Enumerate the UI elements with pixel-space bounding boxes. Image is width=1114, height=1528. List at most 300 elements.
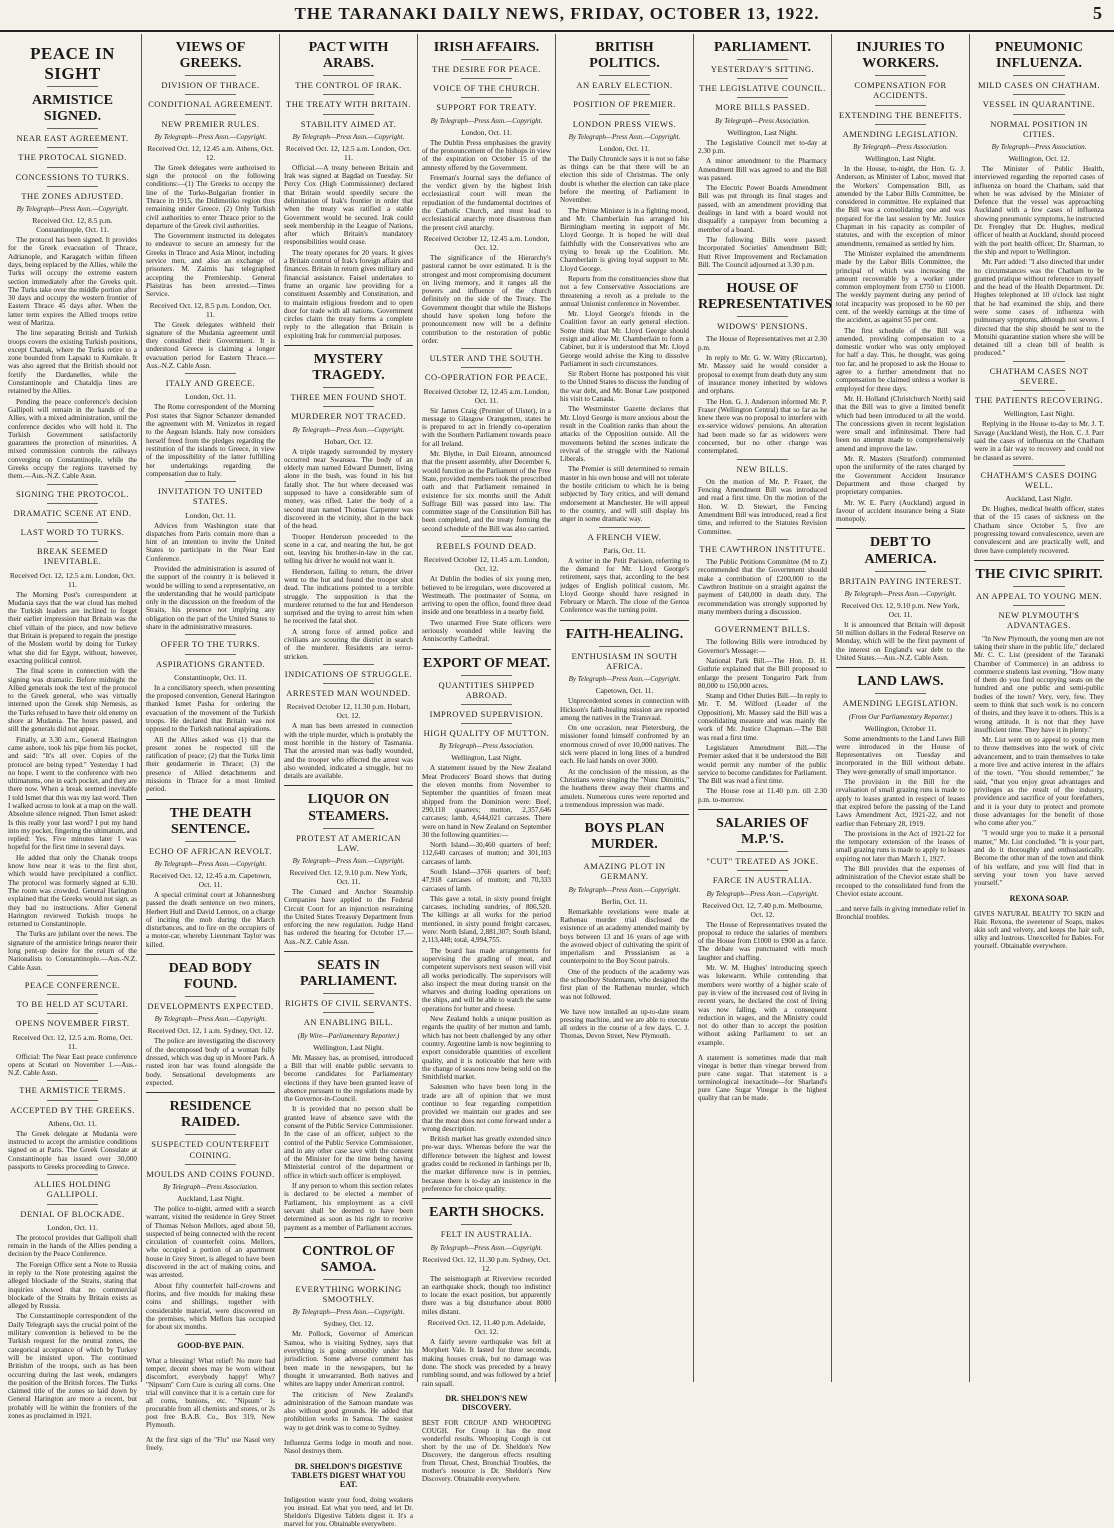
article-paragraph: The House of Representatives met at 2.30 p.m. — [698, 335, 827, 352]
headline: IRISH AFFAIRS. — [433, 40, 540, 55]
heading-rule — [47, 147, 99, 148]
dateline: Received October 12, 11.45 a.m. London, Oct. 12. — [423, 555, 550, 574]
article-paragraph: The line separating British and Turkish troops covers the existing Turkish positions, except Chanak, where the Turks retire to a zone bounded from Lapsaki to Kumkale. It was also agreed that the British should not fortify the Dardanelles, while the Constantinople and Chataldja lines are retained by the Allies. — [8, 329, 137, 396]
article-paragraph: Dr. Hughes, medical health officer, states that of the 15 cases of sickness on the Chatham since October 5, five are progressing toward convalescence, seven are convalescent and are practically well, and three have completely recovered. — [974, 505, 1104, 555]
article-paragraph: Some amendments to the Land Laws Bill were introduced in the House of Representatives on Tuesday and incorporated in the Bill without debate. They were generally of small importance. — [836, 734, 965, 776]
heading-rule — [47, 1013, 99, 1014]
headline: SEATS IN PARLIAMENT. — [299, 958, 398, 990]
headline: CONTROL OF SAMOA. — [302, 1243, 395, 1275]
column-6 — [694, 34, 832, 1382]
heading-rule — [185, 1134, 237, 1135]
article-paragraph: Pending the peace conference's decision Gallipoli will remain in the hands of the Allies, with a mixed administration, until the conference decides who will hold it. The Turkish Government satisfactorily guarantees the protection of minorities. A mixed commission controls the railways converging on Constantinople, while the Greeks occupy the regions traversed by them.—Aus.-N.Z. Cable Assn. — [8, 397, 137, 481]
heading-rule — [47, 167, 99, 168]
article-paragraph: The Greek delegates withheld their signature of the Mudania agreement until they consulted their Government. It is understood Greece is claiming a longer evacuation period for Eastern Thrace.—Aus.-N.Z. Cable Assn. — [146, 320, 275, 370]
heading-rule — [47, 994, 99, 995]
dateline: Received Oct. 12, 8.5 p.m. Constantinople, Oct. 11. — [32, 216, 113, 235]
heading-rule — [185, 841, 237, 842]
article-paragraph: Stamp and Other Duties Bill.—In reply to Mr. T. M. Wilford (Leader of the Opposition), Mr. Massey said the Bill was a consolidating measure and was mainly the work of Mr. Justice Chapman.—The Bill was read a first time. — [698, 692, 827, 742]
heading-rule — [875, 571, 927, 572]
headline: THE DEATH SENTENCE. — [169, 805, 252, 837]
section-divider — [284, 1237, 413, 1238]
headline: RESIDENCE RAIDED. — [169, 1099, 252, 1131]
article-paragraph: The seismograph at Riverview recorded an earthquake shock, though too indistinct to locate the exact position, but apparently there was a big disturbance about 8000 miles distant. — [422, 1274, 551, 1316]
subheading: RIGHTS OF CIVIL SERVANTS. — [284, 998, 413, 1009]
subheading: AN ENABLING BILL. — [303, 1017, 394, 1028]
article-paragraph: "In New Plymouth, the young men are not taking their share in the public life," declared Mr. C. C. List (president of the Taranaki Chamber of Commerce) in an address to commerce students last evening. "How many of them do you find occupying seats on the hundred and one public and semi-public bodies of the town? Very, very, few. They seem to think that such work is no concern of theirs, and they leave it to others. This is a wrong attitude. It is not that they have insufficient time. They have it in plenty." — [974, 634, 1104, 734]
article-paragraph: The Westminster Gazette declares that Mr. Lloyd George is more anxious about the result in the Coalition ranks than about the attacks of the Opposition outside. All the movements behind the scenes indicate the revival of the struggle with the National Liberals. — [560, 405, 689, 464]
column-3 — [280, 34, 418, 1528]
section-divider — [146, 1092, 275, 1093]
heading-rule — [47, 86, 99, 87]
page-number: 5 — [1093, 3, 1102, 23]
dateline: Capetown, Oct. 11. — [595, 686, 654, 696]
subheading: VESSEL IN QUARANTINE. — [982, 99, 1096, 110]
dateline: Wellington, Last Night. — [451, 753, 522, 763]
wire-credit: By Telegraph—Press Assn.—Copyright. — [706, 889, 819, 898]
article-paragraph: The Electric Power Boards Amendment Bill was put through its final stages and passed, with an amendment providing that dealings in land with a board would not disqualify a ratepayer from becoming a member of a board. — [698, 184, 827, 234]
headline: VIEWS OF GREEKS. — [175, 40, 246, 72]
article-paragraph: A triple tragedy surrounded by mystery occurred near Swansea. The body of an elderly man named Edward Dunnett, living alone in the bush, was found in his hut fatally shot. The hut where deceased was supposed to have a considerable sum of money, was rifled. Later the body of a second man named Thomas Carpenter was discovered in the vicinity, shot in the back of the head. — [284, 447, 413, 531]
heading-rule — [47, 186, 99, 187]
article-paragraph: On one occasion, near Pietersburg, the missioner found himself confronted by an enormous crowd of over 10,000 natives. The sick were placed in long lines of a hundred each. He laid hands on over 3000. — [560, 724, 689, 766]
subheading: AN APPEAL TO YOUNG MEN. — [975, 591, 1103, 602]
article-paragraph: The Bill provides that the expenses of administration of the Cheviot estate shall be recouped to the consolidated fund from the Cheviot estate account. — [836, 865, 965, 898]
article-paragraph: The House rose at 11.40 p.m. till 2.30 p.m. to-morrow. — [698, 787, 827, 804]
subheading: INDICATIONS OF STRUGGLE. — [284, 668, 413, 679]
heading-rule — [47, 503, 99, 504]
wire-credit: By Telegraph—Press Assn.—Copyright. — [154, 859, 267, 868]
heading-rule — [323, 828, 375, 829]
heading-rule — [323, 75, 375, 76]
article-paragraph: The House of Representatives treated the proposal to reduce the salaries of members of the House from £1000 to £900 as a farce. The debate was punctuated with much laughter and chaffing. — [698, 920, 827, 962]
section-divider — [422, 649, 551, 650]
article-paragraph: At Dublin the bodies of six young men, believed to be irregulars, were discovered at Westmeath. The postmaster of Sonna, on arriving to open the office, found three dead inside and one breathless in a nearby field. — [422, 575, 551, 617]
dateline: Received Oct. 12, 12.5 a.m. Rome, Oct. 11. — [12, 1032, 133, 1051]
subheading: TO BE HELD AT SCUTARI. — [16, 999, 129, 1010]
wire-credit: By Telegraph—Press Assn.—Copyright. — [430, 1243, 543, 1252]
advert-text: At the first sign of the "Flu" use Nasol very freely. — [146, 1436, 275, 1453]
heading-rule — [323, 664, 375, 665]
wire-credit: By Telegraph—Press Association. — [991, 142, 1087, 151]
headline: INJURIES TO WORKERS. — [856, 40, 945, 72]
heading-rule — [47, 522, 99, 523]
article-paragraph: Mr. H. Holland (Christchurch North) said that the Bill was to give a limited benefit which had been introduced to all the world. The concessions given in recent legislation were small and infinitesimal. There had been no attempt made to comprehensively amend and improve the law. — [836, 394, 965, 453]
wire-credit: By Telegraph—Press Assn.—Copyright. — [430, 116, 543, 125]
article-paragraph: The Turks are jubilant over the news. The signature of the armistice brings nearer their long pent-up desire for the return of the Nationalists to Constantinople.—Aus.-N.Z. Cable Assn. — [8, 930, 137, 972]
subheading: NEW PREMIER RULES. — [161, 118, 260, 129]
article-paragraph: The Morning Post's correspondent at Mudania says that the war cloud has melted the Turkish leaders are inclined to forget their earlier impression that Britain was the chief villain of the piece, and now believe that Britain is prepared to regain the prestige of the Moslem world by doing for Turkey what she did for Egypt, without, however, exacting political control. — [8, 590, 137, 665]
dateline: London, Oct. 11. — [185, 392, 236, 402]
dateline: Paris, Oct. 11. — [603, 545, 646, 555]
article-paragraph: National Park Bill.—The Hon. D. H. Guthrie explained that the Bill proposed to enlarge the present Tongariro Park from 80,000 to 150,000 acres. — [698, 656, 827, 690]
heading-rule — [461, 536, 513, 537]
heading-rule — [461, 367, 513, 368]
subheading: A FRENCH VIEW. — [587, 531, 662, 542]
heading-rule — [47, 1174, 99, 1175]
wire-credit: By Telegraph—Press Association. — [163, 1182, 258, 1191]
subheading: REBELS FOUND DEAD. — [436, 541, 537, 552]
subheading: PROTEST AT AMERICAN LAW. — [295, 832, 402, 853]
dateline: Received Oct. 12, 9.10 p.m. New York, Oct. 11. — [289, 867, 408, 886]
wire-credit: (From Our Parliamentary Reporter.) — [848, 712, 953, 721]
heading-rule — [1013, 114, 1065, 115]
article-paragraph: Legislature Amendment Bill.—The Premier asked that it be understood the Bill would permit any number of the public service to become candidates for Parliament. The Bill was read a first time. — [698, 743, 827, 786]
article-paragraph: Sir Robert Horne has postponed his visit to the United States to discuss the funding of the war debt, and Mr. Bonar Law postponed his visit to Canada. — [560, 370, 689, 404]
heading-rule — [1013, 586, 1065, 587]
dateline: Received October 12, 12.45 a.m. London, Oct. 12. — [423, 233, 550, 252]
subheading: ECHO OF AFRICAN REVOLT. — [149, 845, 272, 856]
wire-credit: By Telegraph—Press Assn.—Copyright. — [568, 132, 681, 141]
subheading: THE ZONES ADJUSTED. — [21, 190, 124, 201]
heading-rule — [737, 97, 789, 98]
subheading: DIVISION OF THRACE. — [161, 80, 260, 91]
subheading: THE ARMISTICE TERMS. — [19, 1085, 126, 1096]
dateline: Received October 12, 11.30 p.m. Hobart, Oct. 12. — [286, 702, 411, 721]
article-paragraph: The Rome correspondent of the Morning Post states that Signor Schanzer demanded the agreement with M. Venizelos in regard to the Aegean Islands. Italy now considers herself freed from the pledges regarding the restitution of the islands to Greece, in view of the impossibility of the latter fulfilling her undertakings regarding the compensation due to Italy. — [146, 403, 275, 478]
article-paragraph: Mr. Blythe, in Dail Eireann, announced that the present assembly, after December 6, would function as the Parliament of the Free State, provided members took the prescribed oath and that Parliament remained in existence for six months until the Adult Suffrage Bill was passed into law. The committee stage of the Constitution Bill has been completed, and the treaty forming the second schedule of the Bill was also carried. — [422, 450, 551, 533]
heading-rule — [323, 683, 375, 684]
subheading: OPENS NOVEMBER FIRST. — [15, 1018, 130, 1029]
article-paragraph: The Foreign Office sent a Note to Russia in reply to the Note protesting against the alleged blockade of the Straits, stating that inquiries showed that no commercial blockade of the Straits by Britain exists as alleged by Russia. — [8, 1260, 137, 1311]
article-paragraph: Mr. Parr added: "I also directed that under no circumstances was the Chatham to be granted pratique without reference to myself and the head of the Health Department. Dr. Hughes telephoned at 10 o'clock last night that he had examined the ship, and there were some cases of influenza with pulmonary symptoms, although not severe. I directed that the ship should be sent to the Motuihi quarantine station where she will be detained till a clean bill of health is produced." — [974, 258, 1104, 358]
headline: MYSTERY TRAGEDY. — [312, 351, 385, 384]
headline: SALARIES OF M.P.'S. — [716, 816, 809, 848]
headline: PARLIAMENT. — [713, 40, 812, 55]
subheading: FARCE IN AUSTRALIA. — [712, 875, 813, 886]
article-paragraph: This gave a total, in sixty pound freight carcases, including sundries, of 806,520. The killings at all works for the period mentioned, in sixty pound freight carcases, were: North Island, 2,881,307; South Island, 2,113,448; total, 4,994,755. — [422, 894, 551, 945]
subheading: ALLIES HOLDING GALLIPOLI. — [33, 1179, 112, 1200]
wire-credit: By Telegraph—Press Association. — [853, 142, 948, 151]
article-paragraph: One of the products of the academy was the schoolboy Studemann, who designed the first plan of the Rathenau murder, which was not followed. — [560, 967, 689, 1001]
article-paragraph: Two unarmed Free State officers were seriously wounded while leaving the Anniscorthy Cathedral. — [422, 618, 551, 644]
wire-credit: By Telegraph—Press Assn.—Copyright. — [292, 132, 405, 141]
dateline: Received Oct. 12, 12.5 a.m. London, Oct. 11. — [9, 570, 136, 589]
subheading: HIGH QUALITY OF MUTTON. — [423, 728, 550, 739]
heading-rule — [323, 1279, 375, 1280]
heading-rule — [461, 1224, 513, 1225]
newspaper-columns — [4, 34, 1110, 1528]
article-paragraph: The Legislative Council met to-day at 2.30 p.m. — [698, 138, 827, 155]
heading-rule — [47, 541, 99, 542]
dateline: Received Oct. 12, 12.45 a.m. Capetown, Oct. 11. — [149, 870, 272, 889]
heading-rule — [323, 993, 375, 994]
dateline: Auckland, Last Night. — [1005, 494, 1073, 504]
subheading: THE TREATY WITH BRITAIN. — [286, 99, 411, 110]
article-paragraph: The police to-night, armed with a search warrant, visited the residence in Grey Street of Thomas Nelson Mellors, aged about 50, suspected of being connected with the recent circulation of counterfeit coins. Mellors, who occupied a portion of an apartment house in Grey Street, is alleged to have been discovered in the act of making coins, and was arrested. — [146, 1204, 275, 1280]
headline: THE CIVIC SPIRIT. — [975, 566, 1103, 582]
heading-rule — [185, 996, 237, 997]
section-divider — [146, 799, 275, 800]
column-4 — [418, 34, 556, 1483]
section-divider — [836, 528, 965, 529]
advert-text: Indigestion waste your food, doing weakens you instead. Eat what you need, and let Dr. Sheldon's Digestive Tablets digest it. It's a marvel for you. Obtainable everywhere. — [284, 1495, 413, 1528]
heading-rule — [461, 78, 513, 79]
article-paragraph: The Minister of Public Health, interviewed regarding the reported cases of influenza on board the Chatham, said that when he was advised by the Minister of Defence that the vessel was approaching Auckland with a few cases of influenza showing pneumonic symptoms, he instructed Dr. Frengley that Dr. Hughes, medical officer of health at Auckland, should proceed with the port health officer, Dr. Sharman, to the ship and report to Wellington. — [974, 164, 1104, 256]
subheading: OFFER TO THE TURKS. — [160, 639, 261, 650]
subheading: IMPROVED SUPERVISION. — [429, 709, 544, 720]
advert-text: We have now installed an up-to-date steam pressing machine, and we are able to execute all orders in the course of a few days. C. J. Thomas, Devon Street, New Plymouth. — [560, 1007, 689, 1040]
subheading: WIDOWS' PENSIONS. — [717, 321, 808, 332]
headline: BOYS PLAN MURDER. — [584, 821, 665, 853]
article-paragraph: Trooper Henderson proceeded to the scene in a car, and nearing the hut, he got out, leaving his brother-in-law in the car, telling his driver he would not want it. — [284, 532, 413, 566]
article-paragraph: The board has made arrangements for supervising the grading of meat, and competent supervisors next season will visit all works periodically. The supervisors will also inspect the meat during transit on the wharves and during loading operations on the ships, and will be able to watch the same operations for butter and cheese. — [422, 946, 551, 1013]
subheading: ITALY AND GREECE. — [165, 378, 256, 389]
article-paragraph: The protocol has been signed. It provides for the Greek evacuation of Thrace, Adrianople, and Karagatch within fifteen days, being replaced by the Allies, while the Turks will occupy the extreme eastern section immediately after the Greeks quit. The Turks take over the middle portion after 30 days and occupy the western frontier of Eastern Thrace 45 days after. When the latter term expires the Allied troops retire west of Maritza. — [8, 236, 137, 327]
heading-rule — [185, 373, 237, 374]
advert-text: A statement is sometimes made that malt vinegar is better than vinegar brewed from pure cane sugar. That statement is a terminological inexactitude—for Sharland's pure Cane Sugar Vinegar is the highest quality that can be made. — [698, 1054, 827, 1103]
headline: EXPORT OF MEAT. — [423, 655, 550, 671]
subheading: NEW PLYMOUTH'S ADVANTAGES. — [998, 610, 1080, 631]
heading-rule — [875, 75, 927, 76]
article-paragraph: Freeman's Journal says the defiance of the verdict given by the highest Irish ecclesiastical court will mean the repudiation of the fundamental doctrines of the Catholic Church, and must lead to ecclesiastical anarchy more disastrous than the present civil anarchy. — [422, 173, 551, 232]
headline: LAND LAWS. — [857, 674, 944, 690]
heading-rule — [737, 851, 789, 852]
article-paragraph: North Island—30,460 quarters of beef; 112,640 carcases of mutton; and 301,103 carcases of lamb. — [422, 841, 551, 866]
advert-text: Influenza Germs lodge in mouth and nose. Nasol destroys them. — [284, 1438, 413, 1455]
headline: HOUSE OF REPRESENTATIVES — [698, 281, 833, 313]
dateline: Wellington, Last Night. — [1003, 409, 1075, 419]
subheading: THE PROTOCAL SIGNED. — [18, 152, 127, 163]
heading-rule — [323, 387, 375, 388]
article-paragraph: Finally, at 3.30 a.m., General Harington came ashore, took his pipe from his pocket, and said: "It's all over. Copies of the protocol are being typed." Yesterday I had no hope. I went to the conference with two ultimatums, one in each pocket, and they are there now. When a break seemed inevitable I told Ismet that this was my last word. Then I walked across to look at a map on the wall. Absolute silence reigned. Then Ismet asked: Is this really your last word? I put my hand into my pocket, fingering the ultimatum, and replied: Yes. Five minutes later I was hopeful for the first time in several days. — [8, 735, 137, 852]
subheading: DEVELOPMENTS EXPECTED. — [147, 1001, 274, 1012]
article-paragraph: The final scene in connection with the signing was dramatic. Before midnight the Allied generals took the text of the protocol to the Greek general, who was virtually interned upon the Greek ship Nemesis, as the Turks refused to have their old enemy on shore at Mudania. The hours passed, and still the generals did not appear. — [8, 667, 137, 734]
article-paragraph: Unprecedented scenes in connection with Hickson's faith-healing mission are reported among the natives in the Transvaal. — [560, 697, 689, 722]
section-divider — [146, 954, 275, 955]
headline: PNEUMONIC INFLUENZA. — [995, 40, 1083, 72]
heading-rule — [599, 114, 651, 115]
heading-rule — [461, 723, 513, 724]
subheading: THE CAWTHRON INSTITUTE. — [699, 543, 826, 554]
article-paragraph: Mr. Pollock, Governor of American Samoa, who is visiting Sydney, says that everything is going smoothly under his jurisdiction. Some adverse comment has been made in the newspapers, but he thought it unwarranted. Both natives and whites are happy under American control. — [284, 1330, 413, 1389]
article-paragraph: Mr. W. E. Parry (Auckland) argued in favour of accident insurance being a State monopoly. — [836, 498, 965, 524]
article-paragraph: Mr. R. Masters (Stratford) commented upon the uniformity of the rates charged by the Government Accident Insurance Department and those charged by proprietary companies. — [836, 455, 965, 497]
wire-credit: By Telegraph—Press Assn.—Copyright. — [844, 589, 957, 598]
advert-text: BEST FOR CROUP AND WHOOPING COUGH. For Croup it has the most wonderful results. Whooping Cough is cut short by the use of Dr. Sheldon's New Discovery, the dangerous effects resulting from Throat, Chest, Bronchial Troubles, the mother's resource is Dr. Sheldon's New Discovery. Obtainable everywhere. — [422, 1418, 551, 1483]
subheading: VOICE OF THE CHURCH. — [432, 83, 541, 94]
article-paragraph: The Constantinople correspondent of the Daily Telegraph says the crucial point of the military convention is believed to be the Turkish request for the neutral zones, the categorical acceptance of which by Turkey will be insisted upon. The continued Britishm of the troops, such as has been occurring during the last week, endangers the position of the British forces. The Turks claimed title of the zones so laid down by General Harington are more a recent, but probably will lie within the frontiers of the zones as proclaimed in 1921. — [8, 1312, 137, 1421]
column-7 — [832, 34, 970, 1382]
article-paragraph: At the conclusion of the mission, as the Christians were singing the "Nunc Dimittis," the heathens threw away their charms and amulets. Numerous cures were reported and a tremendous impression was made. — [560, 767, 689, 809]
subheading: THE PATIENTS RECOVERING. — [974, 395, 1104, 406]
article-paragraph: In a conciliatory speech, when presenting the proposed convention, General Harington thanked Ismet Pasha for ordering the evacuation of the movement of the Turkish troops. He declared that Britain was not opposed to the Turkish national aspirations. — [146, 683, 275, 734]
section-divider — [284, 785, 413, 786]
heading-rule — [47, 1204, 99, 1205]
dateline: Wellington, Last Night. — [865, 153, 936, 163]
section-divider — [974, 560, 1104, 561]
subheading: BREAK SEEMED INEVITABLE. — [37, 546, 108, 567]
heading-rule — [185, 1334, 237, 1335]
subheading: THREE MEN FOUND SHOT. — [290, 392, 407, 403]
subheading: COMPENSATION FOR ACCIDENTS. — [854, 80, 947, 101]
dateline: Auckland, Last Night. — [177, 1193, 244, 1203]
advert-title: DR. SHELDON'S DIGESTIVE TABLETS DIGEST WHAT YOU EAT. — [291, 1461, 406, 1489]
advert-text: ...and nerve fails in giving immediate relief in Bronchial troubles. — [836, 905, 965, 922]
dateline: Wellington, Last Night. — [313, 1042, 384, 1052]
article-paragraph: The Greek delegate at Mudania were instructed to accept the armistice conditions signed on at Paris. The Greek Consulate at Constantinople has issued over 30,000 passports to Greeks proceeding to Greece. — [8, 1129, 137, 1171]
subheading: PEACE CONFERENCE. — [24, 979, 121, 990]
article-paragraph: The Cunard and Anchor Steamship Companies have applied to the Federal Circuit Court for an injunction restraining the United States Treasury Department from enforcing the new regulation. Judge Hand has ordered the hearing for October 17.—Aus.-N.Z. Cable Assn. — [284, 887, 413, 946]
heading-rule — [47, 1100, 99, 1101]
article-paragraph: Mr. List went on to appeal to young men to throw themselves into the work of civic advancement, and to train themselves to take a more live and active interest in the affairs of the town. "You should remember," he said, "that you enjoy great advantages and privileges as the result of the industry, providence and sacrifice of your forefathers, and it is your duty to protect and promote those advantages for the benefit of those who come after you." — [974, 736, 1104, 828]
dateline: Received Oct. 12, 8.5 p.m. London, Oct. 11. — [149, 300, 272, 319]
heading-rule — [599, 646, 651, 647]
headline: BRITISH POLITICS. — [589, 40, 660, 72]
subheading: SIGNING THE PROTOCOL. — [16, 488, 129, 499]
dateline: London, Oct. 11. — [461, 127, 512, 137]
article-paragraph: Henderson, failing to return, the driver went to the hut and found the trooper shot dead. The indications pointed to a terrible struggle. The supposition is that the murderer returned to the hut and Henderson surprised and the trying to arrest him when he received the fatal shot. — [284, 567, 413, 626]
headline: LIQUOR ON STEAMERS. — [307, 792, 390, 824]
article-paragraph: The significance of the Hierarchy's pastoral cannot be over estimated. It is the strongest and most compromising document on living memory, and it ranges all the powers and influence of the church definitely on the side of the Treaty. The Government thought that while the Bishops should have spoken long before the pronouncement now will be a definite contribution to the restoration of public order. — [422, 253, 551, 345]
heading-rule — [461, 704, 513, 705]
heading-rule — [323, 406, 375, 407]
article-paragraph: Mr. Massey has, as promised, introduced a Bill that will enable public servants to become candidates for Parliamentary elections if they have been granted leave of absence pursuant to the regulations made by the Governor-in-Council. — [284, 1053, 413, 1104]
article-paragraph: In the House, to-night, the Hon. G. J. Anderson, as Minister of Labor, moved that the Workers' Compensation Bill, as amended by the Labor Bills Committee, be considered in committee. He explained that the Bill was a consolidating one and was prepared for the last session by Mr. Justice Chapman in his capacity as compiler of statutes, and with the exception of minor amendments, remained as settled by him. — [836, 164, 965, 248]
subheading: "CUT" TREATED AS JOKE. — [706, 856, 819, 867]
heading-rule — [185, 481, 237, 482]
article-paragraph: A statement issued by the New Zealand Meat Producers' Board shows that during the eleven months from November to September the quantities of frozen meat shipped from the Dominion were: Beef, 290,118 quarters; mutton, 2,357,646 carcases; lamb, 4,644,021 carcases. There were on hand in New Zealand on September 30 the following quantities:— — [422, 764, 551, 839]
heading-rule — [1013, 390, 1065, 391]
subheading: BRITAIN PAYING INTEREST. — [839, 575, 962, 586]
subheading: ARRESTED MAN WOUNDED. — [286, 688, 411, 699]
heading-rule — [875, 124, 927, 125]
heading-rule — [599, 856, 651, 857]
masthead — [0, 0, 1114, 32]
dateline: Berlin, Oct. 11. — [601, 896, 648, 906]
heading-rule — [185, 114, 237, 115]
subheading: YESTERDAY'S SITTING. — [710, 64, 815, 75]
headline: PEACE IN SIGHT — [30, 44, 115, 83]
article-paragraph: The Public Petitions Committee (M to Z) recommended that the Government should make a contribution of £200,000 to the Cawthron Institute on a straight against the payment of £40,000 in death duty. The recommendation was strongly supported by many members during a discussion. — [698, 558, 827, 616]
heading-rule — [599, 75, 651, 76]
heading-rule — [599, 94, 651, 95]
subheading: POSITION OF PREMIER. — [573, 99, 676, 110]
subheading: ACCEPTED BY THE GREEKS. — [10, 1104, 135, 1115]
article-paragraph: He added that only the Chanak troops know how near it was to the first shot, which would have precipitated a conflict. The protocol was formerly signed at 6.30. The room was crowded. General Harington explained that the Greeks would not sign, as they had no instructions. After General Harington reviewed Turkish troops he returned to Constantinople. — [8, 853, 137, 929]
section-divider — [284, 345, 413, 346]
subheading: GOVERNMENT BILLS. — [714, 624, 811, 635]
dateline: London, Oct. 11. — [185, 510, 236, 520]
article-paragraph: The Premier is still determined to remain master in his own house and will not tolerate the hostile criticism to which he is being subjected by Tory critics, and will demand endorsement at Manchester. He will appeal to the country, and will still display his anger in some dramatic way. — [560, 465, 689, 524]
article-paragraph: On the motion of Mr. P. Fraser, the Fencing Amendment Bill was introduced and read a first time. On the motion of the Hon. W. D. Stewart, the Fencing Amendment Bill was introduced, read a first time, and referred to the Statutes Revision Committee. — [698, 477, 827, 536]
article-paragraph: The Hon. G. J. Anderson informed Mr. P. Fraser (Wellington Central) that so far as he knew there was no proposal to interfere with ex-service widows' pensions. An alteration had been made so far as widowers were concerned, but no other change was contemplated. — [698, 397, 827, 456]
article-paragraph: A minor amendment to the Pharmacy Amendment Bill was agreed to and the Bill was passed. — [698, 157, 827, 182]
section-divider — [422, 1198, 551, 1199]
wire-credit: By Telegraph—Press Assn.—Copyright. — [154, 1015, 267, 1024]
article-paragraph: The provisions in the Act of 1921-22 for the temporary extension of the leases of small grazing runs is made to apply to leases expiring not later than March 1, 1927. — [836, 829, 965, 863]
section-divider — [560, 814, 689, 815]
headline: PACT WITH ARABS. — [308, 40, 389, 72]
column-1 — [4, 34, 142, 1421]
subheading: STABILITY AIMED AT. — [300, 118, 397, 129]
article-paragraph: The first schedule of the Bill was amended, providing compensation to a domestic worker who was only employed for half a day. This, he thought, was going too far, and he proposed to ask the House to agree to a further amendment that no compensation be claimed unless a worker is employed for three days. — [836, 326, 965, 393]
subheading: MOULDS AND COINS FOUND. — [146, 1168, 275, 1179]
dateline: Received Oct. 12, 11.30 p.m. Sydney, Oct. 12. — [422, 1254, 551, 1273]
subheading: DENIAL OF BLOCKADE. — [20, 1208, 125, 1219]
article-paragraph: The protocol provides that Gallipoli shall remain in the hands of the Allies pending a decision by the Peace Conference. — [8, 1233, 137, 1259]
article-paragraph: Salesmen who have been long in the trade are all of opinion that we must continue to fear regarding competition provided we maintain our grades and see that the meat does not come forward under a wrong description. — [422, 1083, 551, 1133]
article-paragraph: A strong force of armed police and civilians are scouring the district in search of the murderer. Residents are terror-stricken. — [284, 627, 413, 661]
wire-credit: By Telegraph—Press Assn.—Copyright. — [292, 856, 405, 865]
article-paragraph: A special criminal court at Johannesburg passed the death sentence on two miners, Herbert Hull and David Lennox, on a charge of inciting the mob during the March disturbances, and to fire on the occupiers of a motor-car, whereby Lieutenant Taylor was killed. — [146, 890, 275, 949]
wire-credit: By Telegraph—Press Assn.—Copyright. — [292, 1308, 405, 1317]
heading-rule — [737, 539, 789, 540]
article-paragraph: All the Allies asked was (1) that the present zones be respected till the ratification of peace; (2) that the Turks limit their gendarmerie in Thrace; (3) the presence of Allied detachments and missions in Thrace for a most limited period. — [146, 735, 275, 794]
subheading: MURDERER NOT TRACED. — [291, 411, 406, 422]
heading-rule — [323, 94, 375, 95]
heading-rule — [185, 75, 237, 76]
article-paragraph: The Dublin Press emphasises the gravity of the pronouncement of the bishops in view of the expiration on October 15 of the amnesty offered by the Government. — [422, 138, 551, 172]
subheading: AMAZING PLOT IN GERMANY. — [583, 861, 666, 882]
article-paragraph: The Government instructed its delegates to endeavor to secure an amnesty for the Greeks in Thrace and Asia Minor, including service men, and also an exchange of prisoners. M. Zaimis has telegraphed accepting the Premiership. General Plaistiras has been arrested.—Times Service. — [146, 232, 275, 299]
heading-rule — [47, 975, 99, 976]
subheading: FELT IN AUSTRALIA. — [440, 1229, 533, 1240]
dateline: Received Oct. 12, 1 a.m. Sydney, Oct. 12. — [147, 1026, 274, 1036]
subheading: EXTENDING THE BENEFITS. — [838, 109, 962, 120]
dateline: Received Oct. 12, 9.10 p.m. New York, Oct. 11. — [841, 600, 960, 619]
wire-credit: By Telegraph—Press Assn.—Copyright. — [568, 885, 681, 894]
subheading: THE LEGISLATIVE COUNCIL. — [699, 83, 826, 94]
wire-credit: By Telegraph—Press Assn.—Copyright. — [154, 132, 267, 141]
advert-text: What a blessing! What relief! No more bad temper, decent shoes may be worn without discomfort, everybody happy! Why? "Nipsum" Corn Cure is curing all corns. One trial will convince that it is a certain cure for all corns, bunions, etc. "Nipsum" is procurable from all chemists and stores, or 2s post free B.A.B. Co., Box 319, New Plymouth. — [146, 1357, 275, 1430]
subheading: THE CONTROL OF IRAK. — [295, 80, 402, 91]
article-paragraph: Mr. Lloyd George's friends in the Coalition favor an early general election. Some think that Mr. Lloyd George should resign and allow Mr. Chamberlain to form a Cabinet, but it is understood that Mr. Lloyd George would advise the King to dissolve Parliament in such circumstances. — [560, 310, 689, 368]
subheading: LONDON PRESS VIEWS. — [572, 118, 677, 129]
heading-rule — [47, 484, 99, 485]
article-paragraph: The Greek delegates were authorised to sign the protocol on the following conditions:—(1) The Greeks to occupy the line of the Turko-Bulgarian frontier in Thrace in 1915, the Didimotiko region thus remaining under Greece. (2) Only Turkish civil authorities to enter Thrace prior to the departure of the Greek civil authorities. — [146, 163, 275, 230]
wire-credit: By Telegraph—Press Association. — [439, 742, 534, 751]
article-paragraph: British market has greatly extended since pre-war days. Whereas before the war the difference between the highest and lowest grades could be reckoned in farthings per lb, the market difference now is in pennies, because there is to-day an insistence in the preference for choice quality. — [422, 1135, 551, 1193]
article-paragraph: The Prime Minister is in a fighting mood, and Mr. Chamberlain has arranged his Birmingham meeting in support of Mr. Lloyd George. It is hoped he will deal faithfully with the Conservatives who are trying to break up the Coalition. Mr. Chamberlain is giving loyal support to Mr. Lloyd George. — [560, 206, 689, 273]
dateline: London, Oct. 11. — [599, 143, 650, 153]
article-paragraph: South Island—3766 quarters of beef; 47,918 carcases of mutton; and 70,333 carcases of lamb. — [422, 867, 551, 893]
heading-rule — [737, 316, 789, 317]
subheading: ULSTER AND THE SOUTH. — [429, 353, 544, 364]
article-paragraph: Sir James Craig (Premier of Ulster), in a message to Glasgow Orangemen, states he is prepared to act in friendly co-operation with the Southern Parliament towards peace for all Ireland. — [422, 406, 551, 448]
section-divider — [698, 809, 827, 810]
heading-rule — [737, 78, 789, 79]
article-paragraph: Remarkable revelations were made at Rathenau murder trial disclosed the existence of an academy attended mainly by boys between 13 and 16 years of age with the avowed object of cultivating the spirit of imperialism and Prussianism as a counterpoint to the Boy Scout patrols. — [560, 907, 689, 966]
article-paragraph: The treaty operates for 20 years. It gives a Britain control of Irak's foreign affairs and finances. Britain in return gives military and financial assistance. Faisel undertakes to frame an organic law providing for a constituent Assembly and Constitution, and to maintain religious freedom and to open door for trade with all nations. Government circles claim the treaty forms a complete reply to the allegation that Britain is exploiting Irak for commercial purposes. — [284, 248, 413, 340]
subheading: CONDITIONAL AGREEMENT. — [148, 99, 273, 110]
subheading: ASPIRATIONS GRANTED. — [155, 658, 266, 669]
dateline: Received Oct. 12, 12.45 a.m. Athens, Oct. 12. — [147, 143, 274, 162]
dateline: Constantinople, Oct. 11. — [174, 672, 247, 682]
dateline: Received Oct. 12, 11.40 p.m. Adelaide, Oct. 12. — [427, 1318, 546, 1337]
subheading: CO-OPERATION FOR PEACE. — [424, 372, 549, 383]
subheading: DRAMATIC SCENE AT END. — [13, 507, 132, 518]
dateline: Hobart, Oct. 12. — [324, 436, 373, 446]
article-paragraph: The police are investigating the discovery of the decomposed body of a woman fully dressed, which was dug up in Moore Park. A rusted iron bar was found alongside the body. Sensational developments are expected. — [146, 1037, 275, 1087]
article-paragraph: It is announced that Britain will deposit 50 million dollars in the Federal Reserve on Monday, which will be the first payment of the interest on England's war debt to the United States.—Aus.-N.Z. Cable Assn. — [836, 620, 965, 662]
subheading: INVITATION TO UNITED STATES. — [158, 486, 263, 507]
subheading: NEW BILLS. — [736, 463, 789, 474]
article-paragraph: Advices from Washington state that dispatches from Paris contain more than a hint of an intention to invite the United States to participate in the Near East Conference. — [146, 521, 275, 563]
article-paragraph: A man has been arrested in connection with the triple murder, which is probably the most horrible in the history of Tasmania. That the arrested man was badly wounded, and the trooper who effected the arrest was also wounded, indicated a struggle, but no details are available. — [284, 722, 413, 781]
article-paragraph: Replying in the House to-day to Mr. J. T. Savage (Auckland West), the Hon. C. J. Parr said the cases of influenza on the Chatham were in a fair way to recovery and could not be classed as severe. — [974, 420, 1104, 462]
article-paragraph: About fifty counterfeit half-crowns and florins, and five moulds for making these coins and shillings, together with considerable material, were discovered on the premises, which Mellors has occupied for about six months. — [146, 1281, 275, 1332]
section-divider — [560, 620, 689, 621]
heading-rule — [461, 97, 513, 98]
heading-rule — [1013, 605, 1065, 606]
column-5 — [556, 34, 694, 1382]
heading-rule — [461, 59, 513, 60]
subheading: QUANTITIES SHIPPED ABROAD. — [438, 679, 535, 700]
heading-rule — [185, 654, 237, 655]
heading-rule — [1013, 465, 1065, 466]
headline: DEAD BODY FOUND. — [168, 961, 253, 993]
subheading: NORMAL POSITION IN CITIES. — [990, 118, 1088, 139]
